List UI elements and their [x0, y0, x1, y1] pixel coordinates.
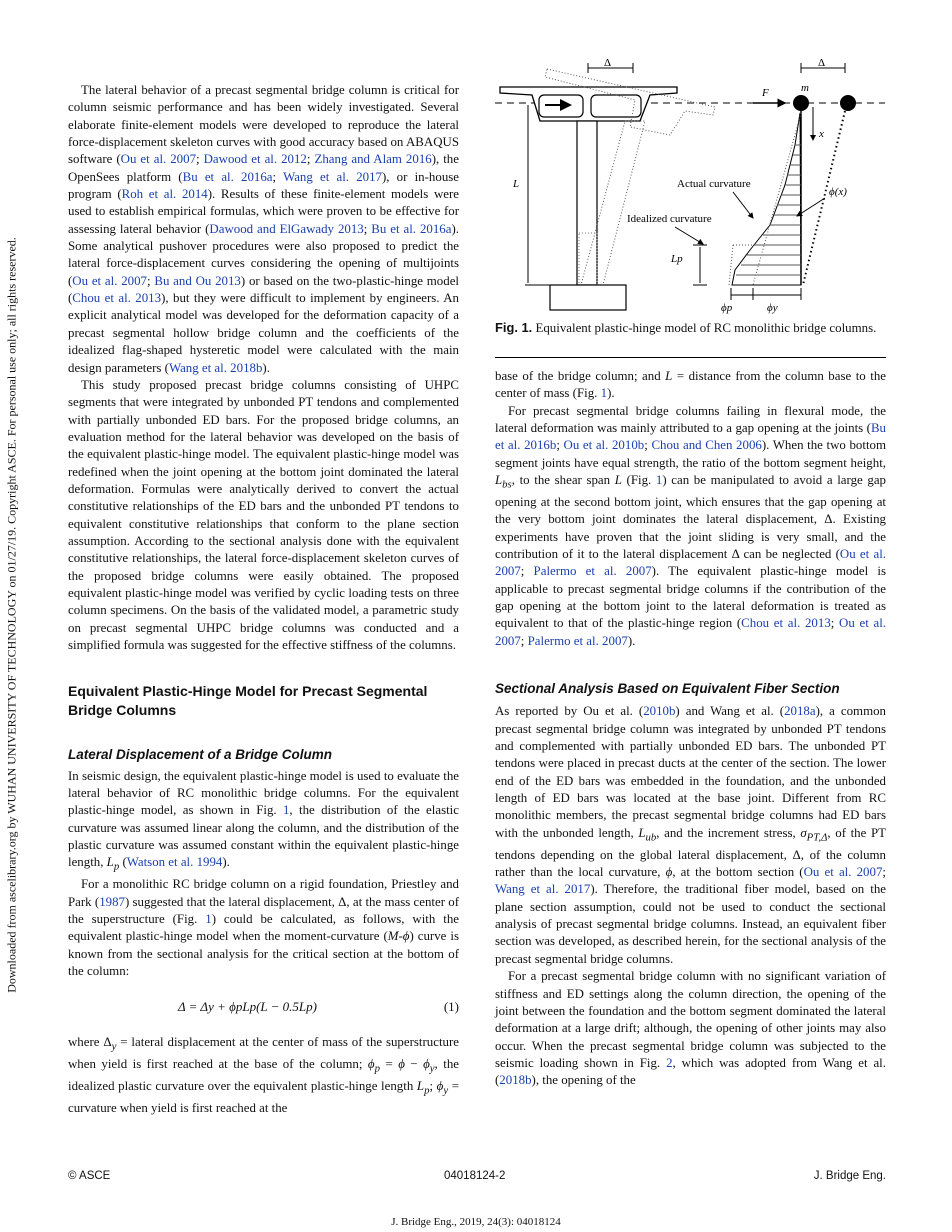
text-run: ).	[607, 386, 615, 401]
citation-link[interactable]: 1	[600, 386, 608, 401]
citation-link[interactable]: Dawood and ElGawady 2013	[209, 221, 364, 236]
equation-1	[68, 998, 459, 1015]
citation-link[interactable]: 2010b	[643, 704, 676, 719]
math-subscript: p	[374, 1062, 380, 1075]
citation-link[interactable]: 1	[282, 803, 290, 818]
text-run: (	[119, 855, 127, 870]
math-subscript: y	[429, 1062, 435, 1075]
text-run: =	[379, 1056, 399, 1071]
citation-link[interactable]: Ou et al. 2007	[495, 616, 887, 648]
text-run: ;	[363, 221, 372, 236]
text-run: ) could be calculated, as follows, with the equivalent plastic-hinge model when the moment-curvature (	[68, 912, 460, 944]
paragraph	[68, 876, 459, 980]
citation-link[interactable]: 2018a	[784, 704, 816, 719]
citation-link[interactable]: Bu et al. 2016a	[371, 221, 452, 236]
equation: Δ = Δy + ϕpLp(L − 0.5Lp)	[178, 999, 317, 1015]
label-idealized-curvature: Idealized curvature	[627, 213, 712, 225]
text-run: ) can be manipulated to avoid a large gap opening at the second bottom joint, which ensures that the gap opening at the very bottom joint dominates the lateral displacement, Δ. Existing experiments have proven that the joint sliding is very small, and the contribution of it to the lateral displacement Δ can be neglected (	[495, 473, 887, 562]
text-run: where Δ	[68, 1034, 112, 1049]
text-run: ), but they were difficult to implement by engineers. An explicit analytical model was developed for the deformation capacity of a precast segmental hollow bridge column and the coefficients of the idealized flag-shaped hysteretic model were calculated with the main design parameters (	[68, 291, 459, 375]
text-run: = curvature when yield is first reached at the	[68, 1078, 459, 1115]
text-run: , the idealized plastic curvature over the equivalent plastic-hinge length	[68, 1056, 459, 1093]
figure-1	[495, 55, 895, 315]
math-symbol: L	[416, 1078, 425, 1093]
label-Lp: Lp	[671, 253, 683, 265]
text-run: base of the bridge column; and	[495, 369, 666, 383]
math-symbol: ϕ	[436, 1078, 444, 1093]
citation-link[interactable]: Bu et al. 2016b	[495, 421, 886, 453]
math-symbol: M-ϕ	[387, 929, 410, 944]
citation-link[interactable]: Dawood et al. 2012	[203, 152, 307, 167]
math-subscript: p	[113, 860, 120, 873]
text-run: For a monolithic RC bridge column on a rigid foundation, Priestley and Park (	[68, 877, 459, 909]
citation-link[interactable]: Chou et al. 2013	[72, 291, 162, 306]
citation-link[interactable]: Wang et al. 2017	[495, 882, 591, 897]
text-run: ;	[306, 152, 315, 167]
text-run: ). Therefore, the traditional fiber model, based on the plane section assumption, could not be used to conduct the sectional analysis of precast segmental bridge columns. Instead, an equivalent fiber section was developed, as described herein, for the sectional analysis of the precast segmental bridge columns.	[495, 882, 886, 966]
text-run: , of the PT tendons depending on the global lateral displacement, Δ, of the column rather than the local curvature,	[495, 825, 886, 880]
citation-link[interactable]: Wang et al. 2017	[283, 169, 382, 184]
text-run: ) or based on the two-plastic-hinge model (	[68, 273, 459, 306]
label-F: F	[762, 87, 769, 99]
section-heading: Equivalent Plastic-Hinge Model for Precast Segmental Bridge Columns	[68, 683, 428, 719]
text-run: ;	[882, 865, 886, 880]
math-symbol: ϕ	[665, 865, 673, 880]
paragraph	[495, 968, 886, 1089]
text-run: (Fig.	[621, 473, 656, 488]
text-run: ). When the two bottom segment joints have equal strength, the ratio of the bottom segment height,	[495, 438, 887, 470]
paragraph	[495, 403, 886, 650]
footer-center: 04018124-2	[444, 1170, 506, 1182]
math-subscript: y	[443, 1084, 449, 1097]
citation-link[interactable]: Zhang and Alam 2016	[314, 152, 432, 167]
left-column	[68, 82, 459, 1117]
text-run: ).	[627, 633, 636, 648]
text-run: ), or in-house program (	[68, 169, 459, 202]
citation-link[interactable]: Watson et al. 1994	[126, 855, 223, 870]
text-run: ).	[222, 855, 230, 870]
caption-text: Equivalent plastic-hinge model of RC monolithic bridge columns.	[535, 321, 877, 335]
text-run: ). Results of these finite-element models were used to establish empirical formulas, which were proven to be effective for assessing lateral behavior (	[68, 187, 459, 236]
paragraph	[495, 368, 886, 403]
text-run: As reported by Ou et al. (	[495, 704, 644, 719]
citation-link[interactable]: Palermo et al. 2007	[527, 633, 628, 648]
text-run: ;	[520, 564, 534, 579]
citation-link[interactable]: Ou et al. 2007	[803, 865, 883, 880]
math-subscript: PT,Δ	[806, 831, 828, 844]
text-run: , and the increment stress,	[656, 825, 801, 840]
citation-link[interactable]: Palermo et al. 2007	[533, 564, 652, 579]
text-run: For precast segmental bridge columns failing in flexural mode, the lateral deformation was mainly attributed to a gap opening at the joints (	[495, 403, 886, 436]
text-run: = distance from the column base to the center of mass (Fig.	[495, 369, 886, 401]
text-run: ), the OpenSees platform (	[68, 152, 459, 184]
caption-label: Fig. 1.	[495, 320, 533, 335]
label-phi-y: ϕy	[767, 302, 778, 314]
citation-link[interactable]: Chou and Chen 2006	[651, 438, 762, 453]
math-symbol: L	[665, 369, 673, 383]
plastic-hinge-diagram	[495, 55, 895, 315]
math-symbol: L	[495, 473, 503, 488]
subsection-heading: Sectional Analysis Based on Equivalent Fiber Section	[495, 681, 840, 697]
citation-link[interactable]: 1987	[99, 894, 125, 909]
citation-link[interactable]: Ou et al. 2007	[120, 152, 197, 167]
figure-caption	[495, 319, 886, 337]
footer-left: © ASCE	[68, 1170, 111, 1182]
label-phi-x: ϕ(x)	[829, 186, 847, 198]
citation-link[interactable]: Bu and Ou 2013	[154, 273, 241, 288]
math-subscript: ub	[645, 831, 657, 844]
text-run: ;	[196, 152, 204, 167]
text-run: ;	[644, 438, 652, 453]
citation-link[interactable]: Wang et al. 2018b	[168, 360, 263, 375]
text-run: ).	[262, 360, 270, 375]
citation-link[interactable]: Chou et al. 2013	[741, 616, 831, 631]
text-run: ;	[520, 633, 528, 648]
citation-link[interactable]: 2018b	[499, 1073, 532, 1088]
right-column	[495, 368, 886, 1090]
text-run: ;	[556, 438, 564, 453]
paragraph	[68, 768, 459, 877]
text-run: = lateral displacement at the center of mass of the superstructure when yield is first reached at the base of the column;	[68, 1034, 459, 1071]
citation-link[interactable]: 1	[655, 473, 663, 488]
text-run: In seismic design, the equivalent plastic-hinge model is used to evaluate the lateral behavior of RC monolithic bridge columns. For the equivalent plastic-hinge model, as shown in Fig.	[68, 768, 459, 818]
text-run: This study proposed precast bridge columns consisting of UHPC segments that were integrated by unbonded PT tendons and complemented with partially unbonded ED bars. For the proposed bridge columns, an evaluation method for the lateral behavior was developed on the basis of the equivalent plastic-hinge model. The equivalent plastic-hinge model was redefined when the joint opening at the bottom joint dominated the lateral deformation. Formulas were analytically derived to convert the actual constitutive relationships of the ED bars and the unbonded PT tendons to equivalent constitutive relationships that conform to the plane section assumption. According to the sectional analysis done with the equivalent constitutive relationships, the lateral force-displacement skeleton curves of the proposed bridge columns were easily obtained. The proposed equivalent plastic-hinge model was verified by cyclic loading tests on three column specimens. On the basis of the validated model, a parametric study on precast segmental UHPC bridge columns was conducted and a simplified formula was suggested for the effective stiffness of the columns.	[68, 377, 459, 652]
citation-link[interactable]: 2	[666, 1055, 673, 1070]
text-run: ), the opening of the	[531, 1073, 636, 1088]
text-run: , the distribution of the elastic curvature was assumed linear along the column, and the distribution of the plastic curvature was assumed constant within the equivalent plastic-hinge length,	[68, 803, 459, 870]
citation-link[interactable]: Ou et al. 2010b	[563, 438, 645, 453]
math-symbol: ϕ	[423, 1056, 430, 1071]
math-subscript: p	[424, 1084, 430, 1097]
text-run: , at the bottom section (	[672, 865, 804, 880]
citation-link[interactable]: Bu et al. 2016a	[182, 169, 273, 184]
text-run: ). The equivalent plastic-hinge model is applicable to precast segmental bridge columns if the contribution of the gap opening at the bottom joint to the lateral deformation is treated as equivalent to that of the plastic-hinge region (	[495, 564, 886, 631]
text-run: ;	[429, 1078, 437, 1093]
text-run: −	[404, 1056, 424, 1071]
math-symbol: ϕ	[398, 1056, 405, 1071]
label-m: m	[801, 82, 809, 94]
label-x: x	[819, 128, 824, 140]
label-L: L	[513, 178, 520, 190]
paragraph	[495, 703, 886, 968]
equation-number: (1)	[443, 999, 459, 1015]
citation-link[interactable]: 1	[205, 912, 212, 927]
text-run: ), a common precast segmental bridge column was integrated by unbonded PT tendons and complemented with partially unbonded ED bars. The unbonded PT tendons were placed in precast ducts at the center of the section. The lower end of the ED bars was embedded in the foundation, and the unbonded length of ED bars was located at the base joint. Different from RC monolithic members, the precast segmental bridge columns had ED bars with the unbonded length,	[495, 704, 887, 840]
math-symbol: σ	[800, 825, 807, 840]
footer-right: J. Bridge Eng.	[813, 1170, 886, 1182]
paragraph	[68, 82, 459, 377]
math-symbol: ϕ	[367, 1056, 375, 1071]
text-run: The lateral behavior of a precast segmental bridge column is critical for column seismic performance and has been widely investigated. Several elaborate finite-element models were developed to reproduce the lateral force-displacement skeleton curves with good accuracy based on ABAQUS software (	[68, 83, 459, 167]
citation-link[interactable]: Ou et al. 2007	[72, 273, 147, 288]
subsection-heading: Lateral Displacement of a Bridge Column	[68, 747, 333, 763]
text-run: ;	[272, 169, 284, 184]
text-run: ;	[830, 616, 840, 631]
label-phi-p: ϕp	[721, 302, 733, 314]
math-symbol: L	[614, 473, 622, 488]
label-delta-right: Δ	[818, 57, 826, 69]
text-run: ) suggested that the lateral displacement, Δ, at the mass center of the superstructure (Fig.	[68, 894, 459, 927]
text-run: , which was adopted from Wang et al. (	[495, 1055, 886, 1088]
download-notice: Downloaded from ascelibrary.org by WUHAN UNIVERSITY OF TECHNOLOGY on 01/27/19. Copyright ASCE. For personal use only; all rights reserved.	[4, 237, 19, 993]
paragraph	[68, 377, 459, 655]
math-subscript: y	[111, 1040, 117, 1053]
text-run: ). Some analytical pushover procedures were also proposed to predict the lateral force-displacement curves considering the opening of multijoints (	[68, 221, 459, 288]
text-run: , to the shear span	[511, 473, 615, 488]
text-run: ;	[147, 273, 155, 288]
text-run: ) curve is known from the sectional analysis for the critical section at the bottom of the column:	[68, 929, 459, 979]
label-delta-left: Δ	[604, 57, 612, 69]
caption-rule	[495, 357, 886, 358]
math-symbol: L	[106, 855, 114, 870]
citation-link[interactable]: Ou et al. 2007	[495, 547, 886, 579]
label-actual-curvature: Actual curvature	[677, 178, 751, 190]
paragraph	[68, 1034, 459, 1117]
citation-link[interactable]: Roh et al. 2014	[121, 187, 208, 202]
text-run: For a precast segmental bridge column with no significant variation of stiffness and ED settings along the column direction, the opening of the joint between the foundation and the bottom segment dominated the lateral deformation at a large drift; although, the opening of other joints may also occur. When the precast segmental bridge column was subjected to the seismic loading shown in Fig.	[495, 969, 886, 1070]
math-symbol: L	[638, 825, 646, 840]
text-run: ) and Wang et al. (	[675, 704, 785, 719]
math-subscript: bs	[502, 478, 512, 491]
citation: J. Bridge Eng., 2019, 24(3): 04018124	[391, 1216, 561, 1228]
